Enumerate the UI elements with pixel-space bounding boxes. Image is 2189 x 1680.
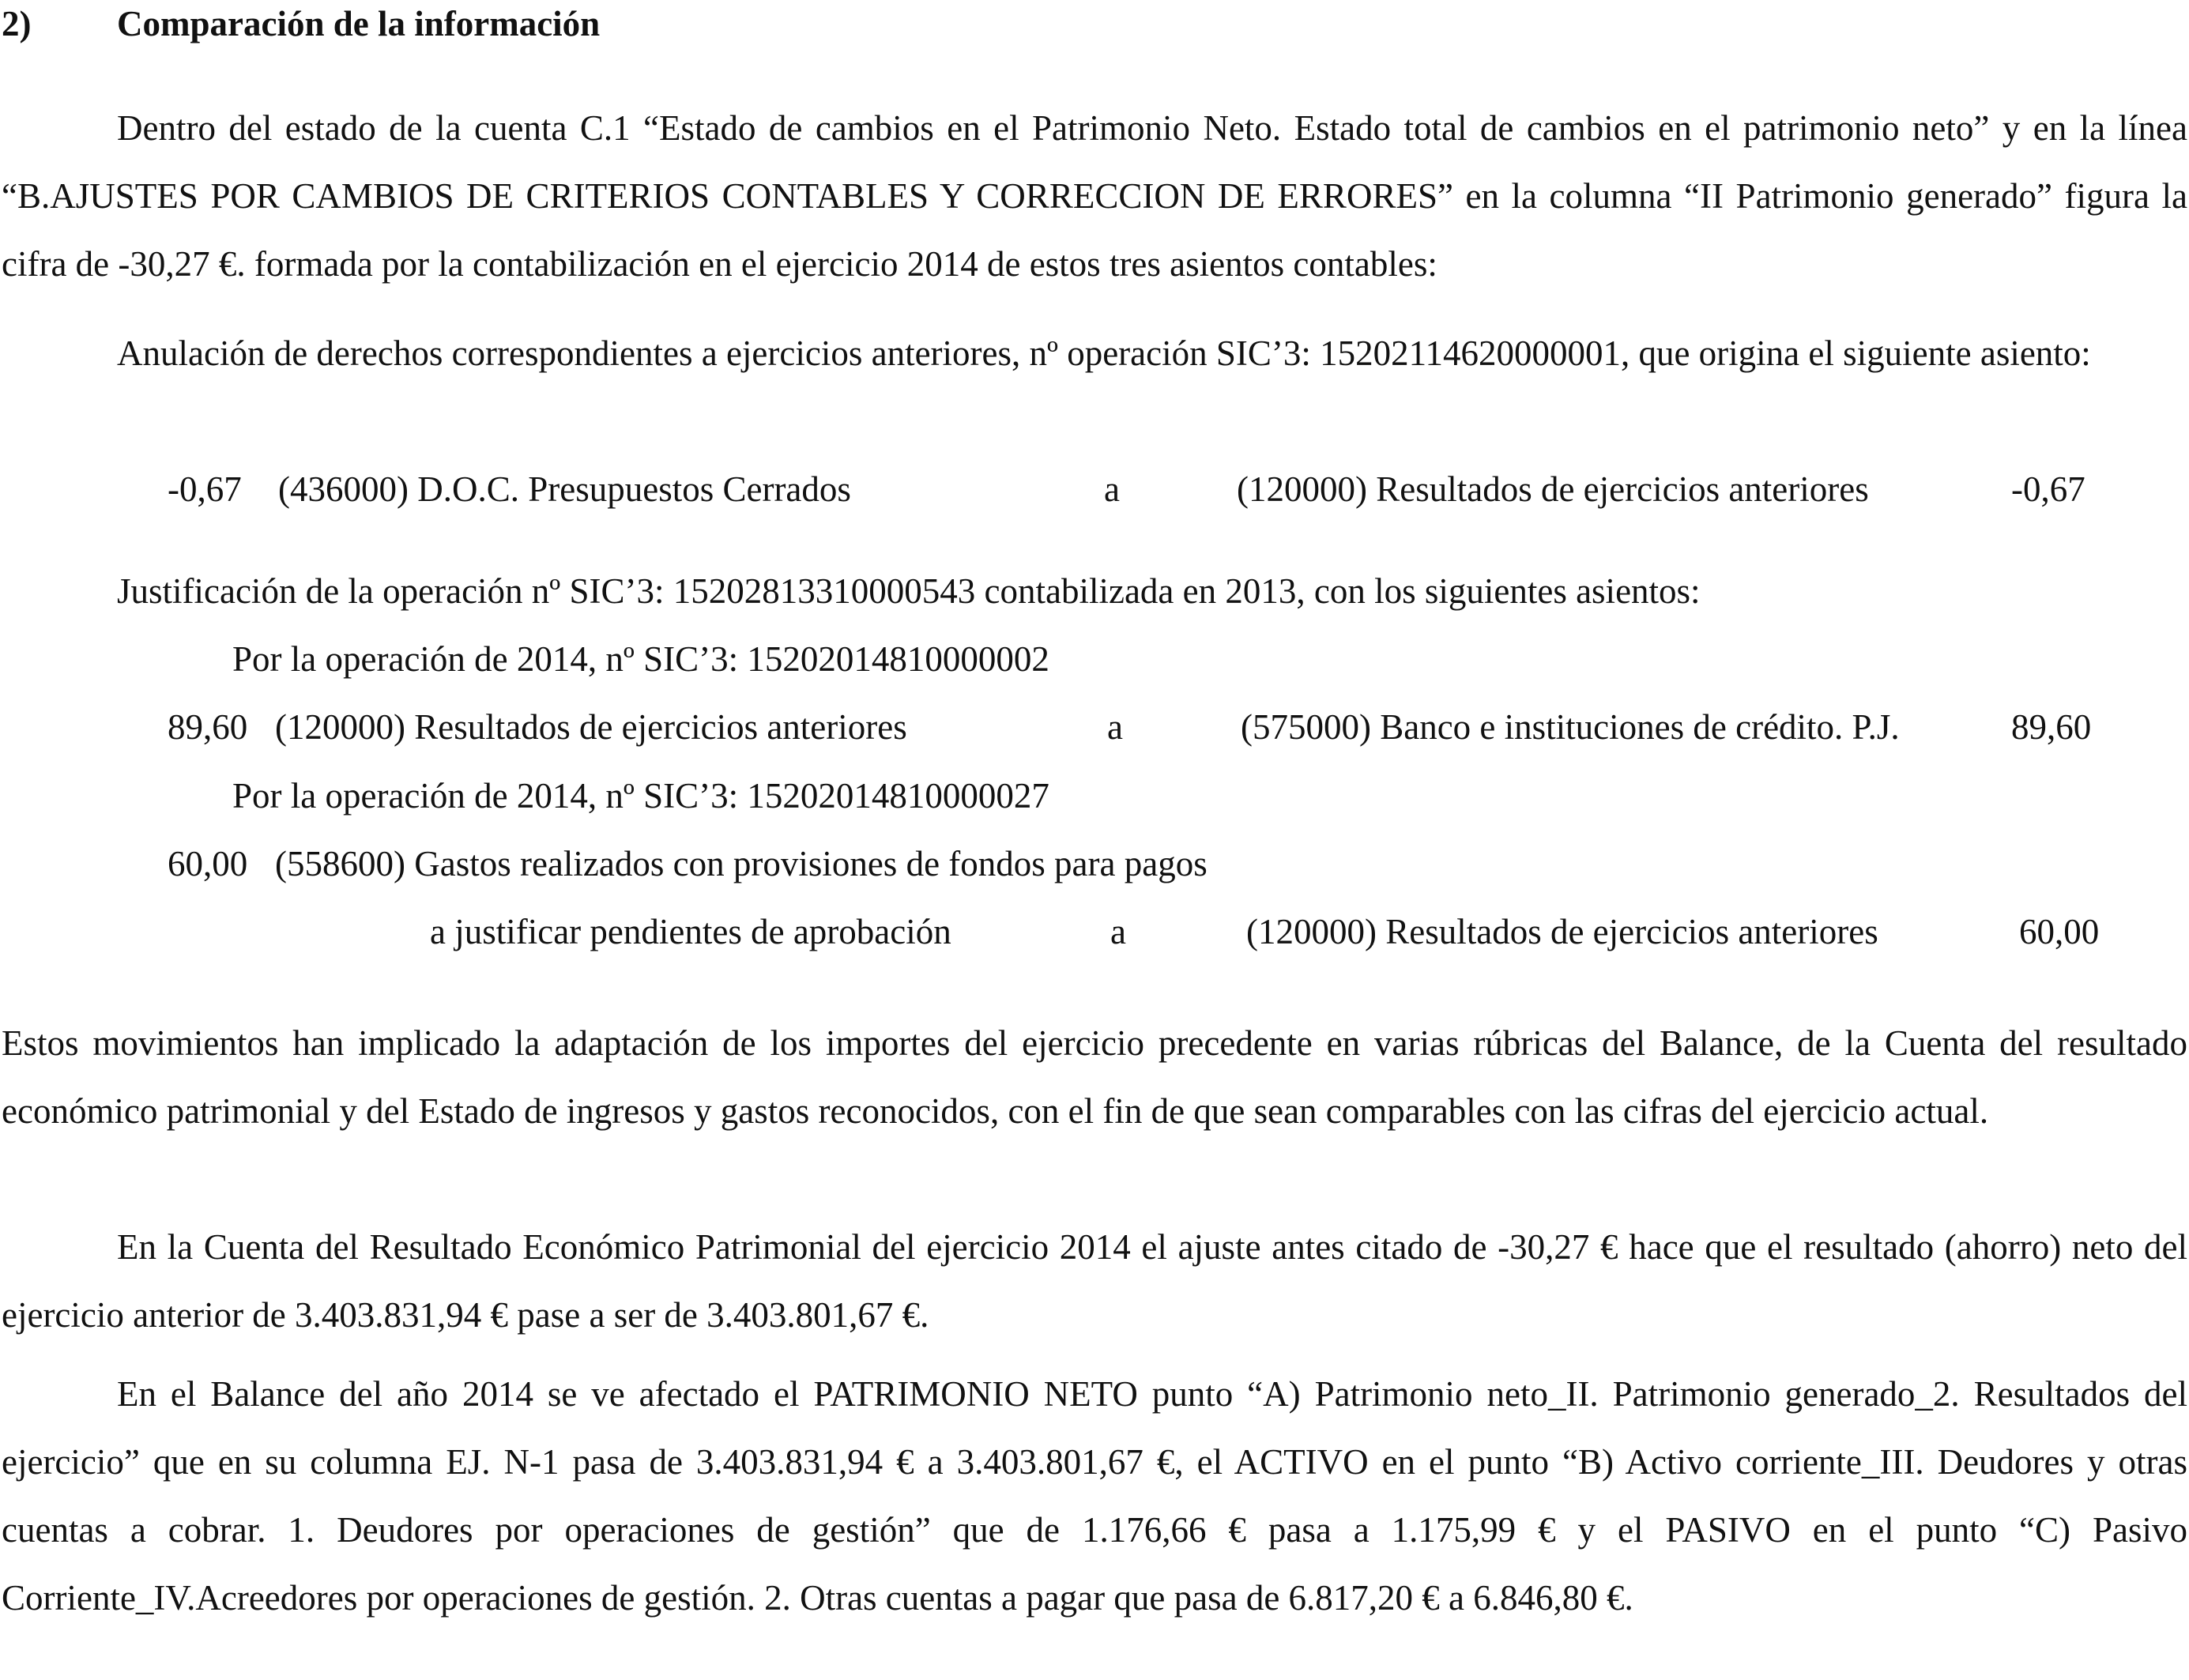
entry3-debit-account-line2: a justificar pendientes de aprobación [430,912,951,951]
entry3-amount-right: 60,00 [2019,912,2100,951]
entry1-amount-left: -0,67 [168,469,242,509]
movimientos-paragraph: Estos movimientos han implicado la adaptación de los importes del ejercicio precedente en varias rúbricas del Balance, de la Cuenta del resultado económico patrimonial y del Estado de ingresos y gastos reconocidos, con el fin de que sean comparables con las cifras del ejercicio actual. [2,1023,2187,1131]
section-number: 2) [2,4,32,43]
entry3-amount-left: 60,00 [168,844,248,883]
operation2-label: Por la operación de 2014, nº SIC’3: 15202014810000027 [232,776,1049,816]
entry1-debit-account: (436000) D.O.C. Presupuestos Cerrados [278,469,851,509]
entry1-connector: a [1104,469,1120,509]
entry2-amount-right: 89,60 [2011,707,2092,747]
entry1-credit-account: (120000) Resultados de ejercicios anteriores [1237,469,1869,509]
justificacion-line: Justificación de la operación nº SIC’3: 15202813310000543 contabilizada en 2013, con los siguientes asientos: [117,571,1701,611]
entry3-credit-account: (120000) Resultados de ejercicios anteriores [1246,912,1878,951]
entry1-amount-right: -0,67 [2011,469,2085,509]
resultado-paragraph: En la Cuenta del Resultado Económico Patrimonial del ejercicio 2014 el ajuste antes citado de -30,27 € hace que el resultado (ahorro) neto del ejercicio anterior de 3.403.831,94 € pase a ser de 3.403.801,67 €. [2,1227,2187,1335]
section-title: Comparación de la información [117,4,601,43]
entry3-connector: a [1110,912,1126,951]
operation1-label: Por la operación de 2014, nº SIC’3: 15202014810000002 [232,639,1049,679]
entry3-debit-account-line1: (558600) Gastos realizados con provisiones de fondos para pagos [275,844,1208,883]
entry2-debit-account: (120000) Resultados de ejercicios anteriores [275,707,907,747]
entry2-amount-left: 89,60 [168,707,248,747]
intro-paragraph: Dentro del estado de la cuenta C.1 “Estado de cambios en el Patrimonio Neto. Estado total de cambios en el patrimonio neto” y en la línea “B.AJUSTES POR CAMBIOS DE CRITERIOS CONTABLES Y CORRECCION DE ERRORES” en la columna “II Patrimonio generado” figura la cifra de -30,27 €. formada por la contabilización en el ejercicio 2014 de estos tres asientos contables: [2,108,2187,284]
entry2-connector: a [1107,707,1123,747]
entry2-credit-account: (575000) Banco e instituciones de crédito. P.J. [1241,707,1900,747]
anulacion-paragraph: Anulación de derechos correspondientes a ejercicios anteriores, nº operación SIC’3: 15202114620000001, que origina el siguiente asiento: [117,333,2091,373]
balance-paragraph: En el Balance del año 2014 se ve afectado el PATRIMONIO NETO punto “A) Patrimonio neto_II. Patrimonio generado_2. Resultados del ejercicio” que en su columna EJ. N-1 pasa de 3.403.831,94 € a 3.403.801,67 €, el ACTIVO en el punto “B) Activo corriente_III. Deudores y otras cuentas a cobrar. 1. Deudores por operaciones de gestión” que de 1.176,66 € pasa a 1.175,99 € y el PASIVO en el punto “C) Pasivo Corriente_IV.Acreedores por operaciones de gestión. 2. Otras cuentas a pagar que pasa de 6.817,20 € a 6.846,80 €. [2,1374,2187,1618]
